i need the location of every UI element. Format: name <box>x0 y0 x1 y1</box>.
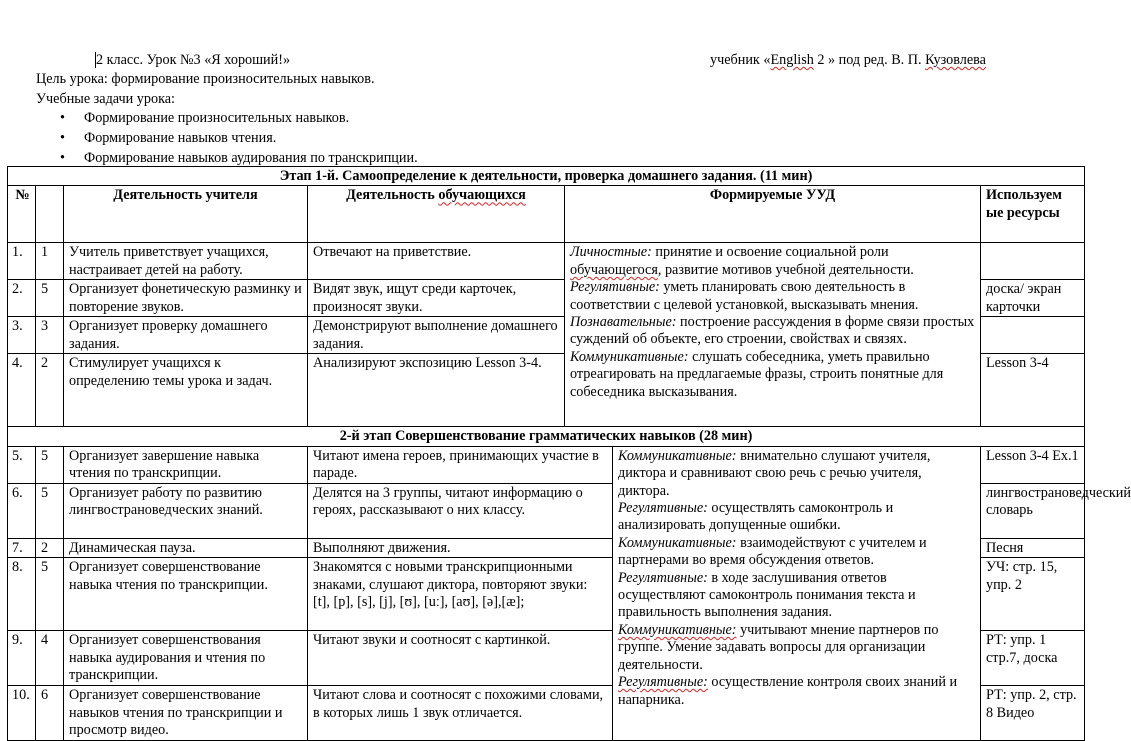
header-number: № <box>8 186 36 243</box>
uud-label: Личностные: <box>570 244 652 261</box>
textbook-suffix: 2 » под ред. В. П. <box>813 52 926 68</box>
uud-cognitive <box>570 314 975 349</box>
teacher-activity: Организует завершение навыка чтения по транскрипции. <box>64 446 308 483</box>
uud-text: учитывают мнение партнеров по группе. Умение задавать вопросы для организации деятельности. <box>618 621 939 673</box>
students-activity: Читают звуки и соотносят с картинкой. <box>308 631 613 686</box>
students-activity: Выполняют движения. <box>308 538 613 557</box>
row-number: 3. <box>8 317 36 354</box>
students-text: Знакомятся с новыми транскрипционными знаками, слушают диктора, повторяют звуки: <box>313 559 588 593</box>
list-item <box>60 129 418 149</box>
row-number: 8. <box>8 558 36 631</box>
header-resources <box>981 186 1085 243</box>
lesson-tasks-list <box>60 109 418 169</box>
row-number: 4. <box>8 354 36 427</box>
resources <box>981 317 1085 354</box>
uud-label: Коммуникативные: <box>618 621 737 638</box>
header-resources-part: Используем <box>986 187 1062 204</box>
row-number: 9. <box>8 631 36 686</box>
uud-text: принятие и освоение социальной роли <box>651 244 889 261</box>
uud-communicative <box>618 622 975 674</box>
uud-communicative <box>618 535 975 570</box>
table-row <box>8 243 1085 280</box>
task-text: Формирование навыков аудирования по транскрипции. <box>84 150 418 166</box>
teacher-activity: Организует проверку домашнего задания. <box>64 317 308 354</box>
row-minutes: 5 <box>36 446 64 483</box>
row-number: 7. <box>8 538 36 557</box>
sounds-list: [t], [p], [s], [j], [ʊ], [uː], [aʊ], [ə],[æ]; <box>313 594 525 611</box>
header-teacher: Деятельность учителя <box>64 186 308 243</box>
row-minutes: 5 <box>36 483 64 538</box>
uud-text: , развитие мотивов учебной деятельности. <box>657 261 914 278</box>
students-activity: Видят звук, ищут среди карточек, произносят звуки. <box>308 280 565 317</box>
textbook-author: Кузовлева <box>925 52 986 68</box>
uud-text: осуществление контроля своих знаний и напарника. <box>618 674 958 708</box>
resources: РТ: упр. 2, стр. 8 Видео <box>981 686 1085 741</box>
row-number: 10. <box>8 686 36 741</box>
students-activity: Делятся на 3 группы, читают информацию о героях, рассказывают о них классу. <box>308 483 613 538</box>
uud-text: обучающегося <box>570 261 658 278</box>
teacher-activity: Организует фонетическую разминку и повторение звуков. <box>64 280 308 317</box>
lesson-header-left <box>96 52 290 69</box>
row-minutes: 4 <box>36 631 64 686</box>
uud-text: взаимодействуют с учителем и партнерами во время обсуждения ответов. <box>618 534 927 569</box>
header-resources-part: ые ресурсы <box>986 204 1060 221</box>
teacher-activity: Организует совершенствование навыка чтения по транскрипции. <box>64 558 308 631</box>
row-minutes: 5 <box>36 280 64 317</box>
textbook-prefix: учебник « <box>710 52 771 68</box>
uud-label: Коммуникативные: <box>570 348 689 365</box>
students-activity: Демонстрируют выполнение домашнего задания. <box>308 317 565 354</box>
header-uud: Формируемые УУД <box>565 186 981 243</box>
teacher-activity: Динамическая пауза. <box>64 538 308 557</box>
bullet-icon: • <box>60 110 65 126</box>
lesson-title: 2 класс. Урок №3 «Я хороший!» <box>96 52 291 68</box>
students-activity: Читают слова и соотносят с похожими словами, в которых лишь 1 звук отличается. <box>308 686 613 741</box>
resources: лингвострановедческий словарь <box>981 483 1085 538</box>
uud-regulatory <box>618 674 975 709</box>
stage-2-title: 2-й этап Совершенствование грамматических навыков (28 мин) <box>8 427 1085 446</box>
textbook-brand: English <box>770 52 814 68</box>
row-minutes: 2 <box>36 354 64 427</box>
uud-text: внимательно слушают учителя, диктора и сравнивают свою речь с речью учителя, диктора. <box>618 447 931 499</box>
uud-text: построение рассуждения в форме связи простых суждений об объекте, его строении, свойствах и связях. <box>570 314 975 348</box>
uud-label: Коммуникативные: <box>618 534 737 551</box>
row-number: 5. <box>8 446 36 483</box>
bullet-icon: • <box>60 130 65 146</box>
uud-label: Регулятивные: <box>618 674 708 691</box>
bullet-icon: • <box>60 150 65 166</box>
header-students-part: Деятельность <box>346 187 439 204</box>
uud-stage-2 <box>613 446 981 740</box>
stage-1-row <box>8 167 1085 186</box>
teacher-activity: Организует совершенствования навыка аудирования и чтения по транскрипции. <box>64 631 308 686</box>
uud-label: Регулятивные: <box>618 569 708 586</box>
teacher-activity: Стимулирует учащихся к определению темы урока и задач. <box>64 354 308 427</box>
resources: доска/ экран карточки <box>981 280 1085 317</box>
task-text: Формирование произносительных навыков. <box>84 110 350 126</box>
students-activity: Анализируют экспозицию Lesson 3-4. <box>308 354 565 427</box>
header-minutes <box>36 186 64 243</box>
resources: Lesson 3-4 Ex.1 <box>981 446 1085 483</box>
lesson-goal: Цель урока: формирование произносительных навыков. <box>36 71 375 87</box>
teacher-activity: Организует работу по развитию лингвострановедческих знаний. <box>64 483 308 538</box>
uud-personal <box>570 244 975 279</box>
stage-2-row <box>8 427 1085 446</box>
uud-label: Регулятивные: <box>618 500 708 517</box>
resources: УЧ: стр. 15, упр. 2 <box>981 558 1085 631</box>
resources: Lesson 3-4 <box>981 354 1085 427</box>
uud-regulatory <box>618 500 975 535</box>
row-minutes: 5 <box>36 558 64 631</box>
row-minutes: 2 <box>36 538 64 557</box>
row-minutes: 6 <box>36 686 64 741</box>
students-activity <box>308 558 613 631</box>
row-minutes: 1 <box>36 243 64 280</box>
uud-communicative <box>570 349 975 401</box>
row-number: 2. <box>8 280 36 317</box>
resources: РТ: упр. 1 стр.7, доска <box>981 631 1085 686</box>
uud-regulatory <box>618 570 975 622</box>
resources <box>981 243 1085 280</box>
resources: Песня <box>981 538 1085 557</box>
lesson-tasks-title: Учебные задачи урока: <box>36 91 175 107</box>
lesson-plan-table <box>7 166 1131 741</box>
uud-communicative <box>618 448 975 500</box>
task-text: Формирование навыков чтения. <box>84 130 277 146</box>
textbook-reference <box>710 52 986 69</box>
uud-text: уметь планировать свою деятельность в соответствии с целевой установкой, высказывать мнения. <box>570 279 919 313</box>
uud-label: Коммуникативные: <box>618 447 737 464</box>
students-activity: Отвечают на приветствие. <box>308 243 565 280</box>
list-item <box>60 109 418 129</box>
table-header-row <box>8 186 1085 243</box>
table-row <box>8 446 1085 483</box>
stage-1-title: Этап 1-й. Самоопределение к деятельности, проверка домашнего задания. (11 мин) <box>8 167 1085 186</box>
row-number: 1. <box>8 243 36 280</box>
row-minutes: 3 <box>36 317 64 354</box>
uud-label: Регулятивные: <box>570 279 660 296</box>
uud-text: слушать собеседника, уметь правильно отреагировать на предлагаемые фразы, строить понятные для собеседника высказывания. <box>570 348 944 400</box>
teacher-activity: Организует совершенствование навыков чтения по транскрипции и просмотр видео. <box>64 686 308 741</box>
uud-text: в ходе заслушивания ответов осуществляют самоконтроль понимания текста и правильность выполнения задания. <box>618 569 916 621</box>
header-students-word: обучающихся <box>438 187 526 204</box>
uud-regulatory <box>570 279 975 314</box>
header-students <box>308 186 565 243</box>
uud-stage-1 <box>565 243 981 427</box>
uud-text: осуществлять самоконтроль и анализировать допущенные ошибки. <box>618 500 894 534</box>
uud-label: Познавательные: <box>570 314 677 331</box>
teacher-activity: Учитель приветствует учащихся, настраивает детей на работу. <box>64 243 308 280</box>
students-activity: Читают имена героев, принимающих участие в параде. <box>308 446 613 483</box>
row-number: 6. <box>8 483 36 538</box>
